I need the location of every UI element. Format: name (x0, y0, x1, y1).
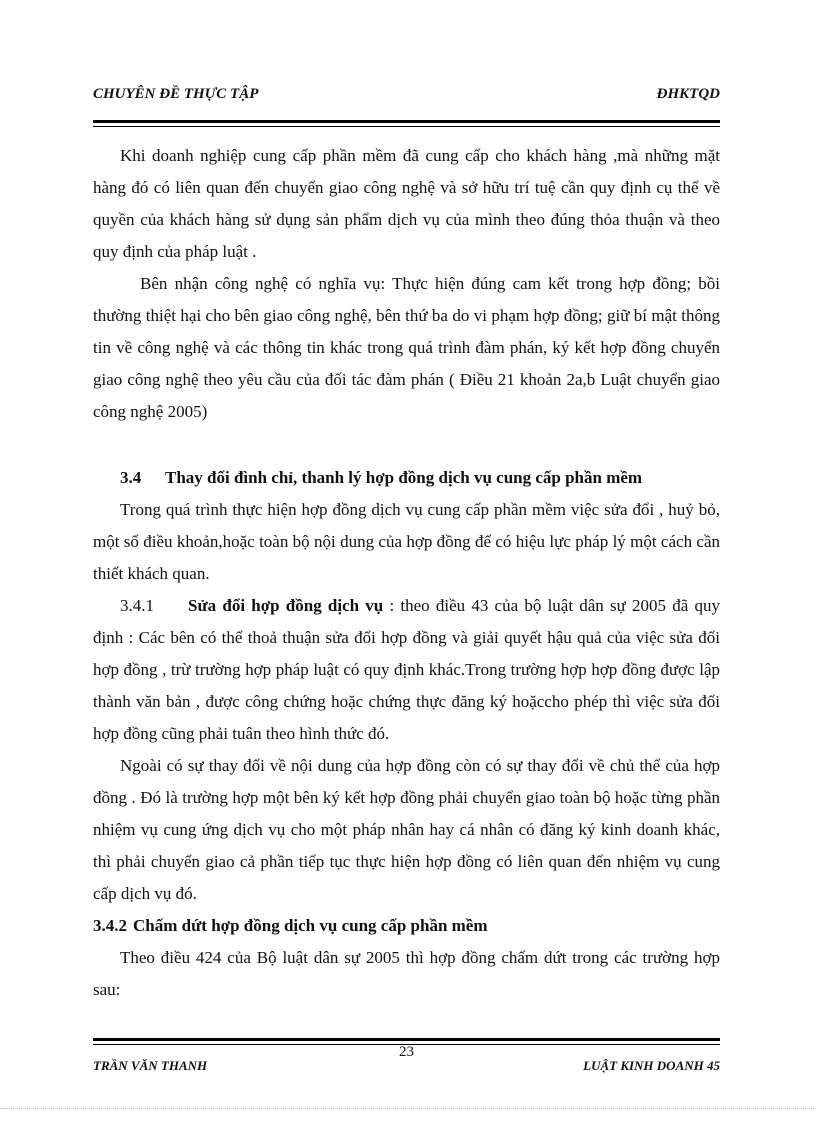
section-title: Chấm dứt hợp đồng dịch vụ cung cấp phần mềm (133, 916, 488, 935)
footer-rule-thick (93, 1038, 720, 1041)
section-number: 3.4 (120, 468, 142, 487)
page-number: 23 (399, 1044, 414, 1060)
paragraph-4: Ngoài có sự thay đổi về nội dung của hợp đồng còn có sự thay đổi về chủ thể của hợp đồng . Đó là trường hợp một bên ký kết hợp đồng phải chuyển giao toàn bộ hoặc từng phần nhiệm vụ cung ứng dịch vụ cho một pháp nhân hay cá nhân có đăng ký kinh doanh khác, thì phải chuyển giao cả phần tiếp tục thực hiện hợp đồng có liên quan đến nhiệm vụ cung cấp dịch vụ đó. (93, 756, 720, 903)
subsection-number: 3.4.1 (120, 596, 154, 615)
spacer (93, 428, 720, 462)
footer-course: LUẬT KINH DOANH 45 (583, 1058, 720, 1073)
section-number: 3.4.2 (93, 916, 127, 935)
subsection-text: : theo điều 43 của bộ luật dân sự 2005 đã quy định : Các bên có thể thoả thuận sửa đổi hợp đồng và giải quyết hậu quả của việc sửa đổi hợp đồng , trừ trường hợp pháp luật có quy định khác.Trong trường hợp hợp đồng được lập thành văn bản , được công chứng hoặc chứng thực đăng ký hoặccho phép thì việc sửa đổi hợp đồng cũng phải tuân theo hình thức đó. (93, 596, 721, 743)
document-body (93, 140, 720, 1006)
page-footer (93, 1044, 720, 1073)
header-title: CHUYÊN ĐỀ THỰC TẬP (93, 86, 259, 102)
section-heading-3-4 (93, 462, 720, 494)
subsection-3-4-1 (93, 590, 720, 750)
paragraph-2: Bên nhận công nghệ có nghĩa vụ: Thực hiện đúng cam kết trong hợp đồng; bồi thường thiệt hại cho bên giao công nghệ, bên thứ ba do vi phạm hợp đồng; giữ bí mật thông tin về công nghệ và các thông tin khác trong quá trình đàm phán, ký kết hợp đồng chuyển giao công nghệ theo yêu cầu của đối tác đàm phán ( Điều 21 khoản 2a,b Luật chuyển giao công nghệ 2005) (93, 274, 720, 421)
paragraph-3: Trong quá trình thực hiện hợp đồng dịch vụ cung cấp phần mềm việc sửa đổi , huỷ bỏ, một số điều khoản,hoặc toàn bộ nội dung của hợp đồng để có hiệu lực pháp lý một cách cần thiết khách quan. (93, 500, 720, 583)
header-rule-thin (93, 126, 720, 127)
paragraph-1: Khi doanh nghiệp cung cấp phần mềm đã cung cấp cho khách hàng ,mà những mặt hàng đó có liên quan đến chuyển giao công nghệ và sở hữu trí tuệ cần quy định cụ thể về quyền của khách hàng sử dụng sản phẩm dịch vụ của mình theo đúng thỏa thuận và theo quy định của pháp luật . (93, 146, 720, 261)
page-header (93, 86, 720, 108)
page-edge-dotted-line (0, 1108, 816, 1109)
header-rule-thick (93, 120, 720, 123)
subsection-title: Sửa đổi hợp đồng dịch vụ (188, 596, 384, 615)
footer-author: TRẦN VĂN THANH (93, 1058, 208, 1073)
section-title: Thay đổi đình chỉ, thanh lý hợp đồng dịch vụ cung cấp phần mềm (165, 468, 643, 487)
paragraph-5: Theo điều 424 của Bộ luật dân sự 2005 thì hợp đồng chấm dứt trong các trường hợp sau: (93, 948, 720, 999)
header-university: ĐHKTQD (656, 86, 720, 102)
section-heading-3-4-2 (93, 910, 720, 942)
